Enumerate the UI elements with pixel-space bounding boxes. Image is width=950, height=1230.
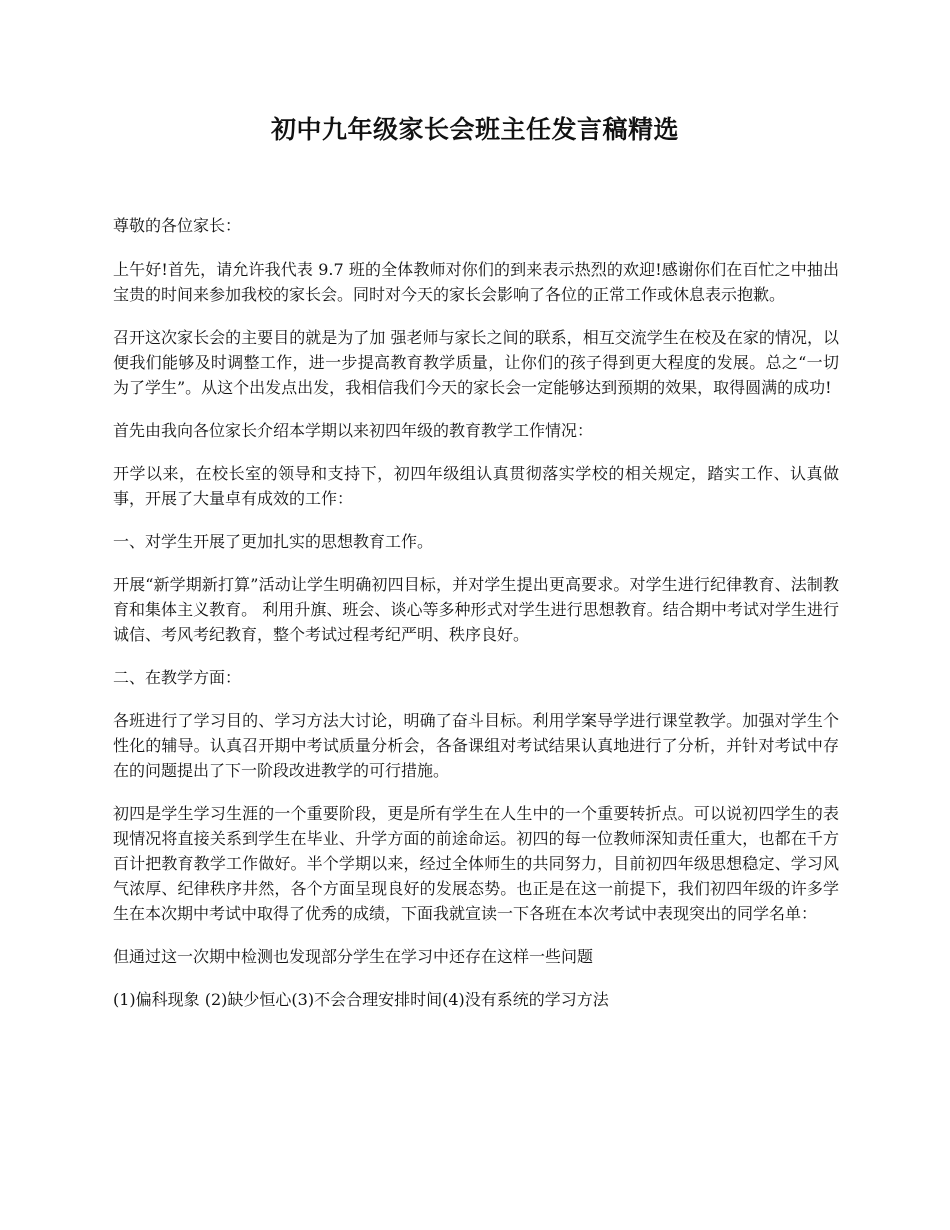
section-heading-teaching: 二、在教学方面： [113,668,242,687]
paragraph-importance: 初四是学生学习生涯的一个重要阶段，更是所有学生在人生中的一个重要转折点。可以说初四学生的表现情况将直接关系到学生在毕业、升学方面的前途命运。初四的每一位教师深知责任重大，也都在千方百计把教育教学工作做好。半个学期以来，经过全体师生的共同努力，目前初四年级思想稳定、学习风气浓厚、纪律秩序井然，各个方面呈现良好的发展态势。也正是在这一前提下，我们初四年级的许多学生在本次期中考试中取得了优秀的成绩，下面我就宣读一下各班在本次考试中表现突出的同学名单： [113,804,839,923]
paragraph-welcome: 上午好!首先，请允许我代表 9.7 班的全体教师对你们的到来表示热烈的欢迎!感谢你们在百忙之中抽出宝贵的时间来参加我校的家长会。同时对今天的家长会影响了各位的正常工作或休息表示抱歉。 [113,260,839,304]
paragraph-intro: 首先由我向各位家长介绍本学期以来初四年级的教育教学工作情况： [113,421,594,440]
paragraph-overview: 开学以来，在校长室的领导和支持下，初四年级组认真贯彻落实学校的相关规定，踏实工作、认真做事，开展了大量卓有成效的工作： [113,464,839,508]
paragraph-greeting: 尊敬的各位家长： [113,216,242,235]
document-body [113,213,839,1030]
paragraph-purpose: 召开这次家长会的主要目的就是为了加 强老师与家长之间的联系，相互交流学生在校及在家的情况，以便我们能够及时调整工作，进一步提高教育教学质量，让你们的孩子得到更大程度的发展。总之“一切为了学生”。从这个出发点出发，我相信我们今天的家长会一定能够达到预期的效果，取得圆满的成功! [113,328,839,397]
paragraph-moral-education: 开展“新学期新打算”活动让学生明确初四目标，并对学生提出更高要求。对学生进行纪律教育、法制教育和集体主义教育。 利用升旗、班会、谈心等多种形式对学生进行思想教育。结合期中考试对学生进行诚信、考风考纪教育，整个考试过程考纪严明、秩序良好。 [113,575,839,644]
paragraph-teaching: 各班进行了学习目的、学习方法大讨论，明确了奋斗目标。利用学案导学进行课堂教学。加强对学生个性化的辅导。认真召开期中考试质量分析会，各备课组对考试结果认真地进行了分析，并针对考试中存在的问题提出了下一阶段改进教学的可行措施。 [113,711,839,780]
paragraph-problem-list: (1)偏科现象 (2)缺少恒心(3)不会合理安排时间(4)没有系统的学习方法 [113,990,609,1009]
paragraph-problems: 但通过这一次期中检测也发现部分学生在学习中还存在这样一些问题 [113,947,594,966]
section-heading-moral-education: 一、对学生开展了更加扎实的思想教育工作。 [113,532,434,551]
document-title: 初中九年级家长会班主任发言稿精选 [270,115,679,144]
